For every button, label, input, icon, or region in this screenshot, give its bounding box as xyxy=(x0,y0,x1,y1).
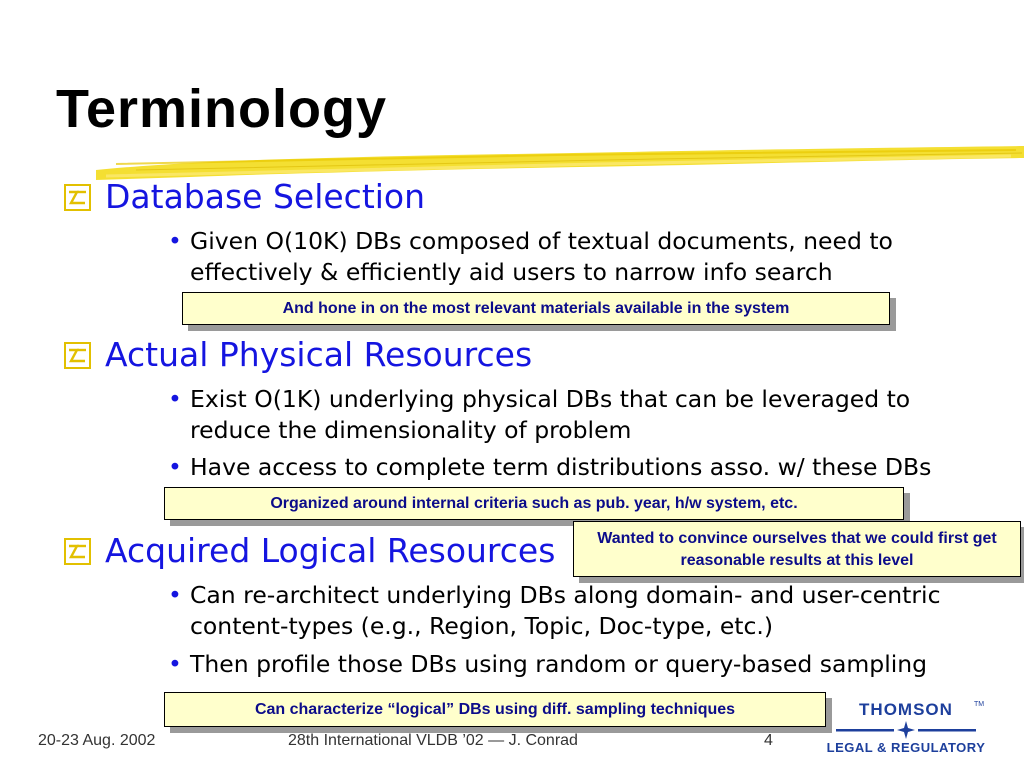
bullet-item xyxy=(168,580,988,642)
bullet-marker: • xyxy=(168,385,182,413)
bullet-text: Can re-architect underlying DBs along domain- and user-centric content-types (e.g., Region, Topic, Doc-type, etc.) xyxy=(190,581,941,640)
bullet-item xyxy=(168,649,988,680)
side-callout-box: Wanted to convince ourselves that we could first get reasonable results at this level xyxy=(573,521,1021,577)
bullet-text: Given O(10K) DBs composed of textual documents, need to effectively & efficiently aid users to narrow info search xyxy=(190,227,893,286)
bullet-item xyxy=(168,452,988,483)
callout-box: Organized around internal criteria such as pub. year, h/w system, etc. xyxy=(164,487,904,520)
bullet-item xyxy=(168,384,988,446)
footer-page-number: 4 xyxy=(764,732,773,749)
footer-conference: 28th International VLDB ’02 — J. Conrad xyxy=(288,732,578,749)
bullet-text: Then profile those DBs using random or query-based sampling xyxy=(190,650,928,678)
thomson-logo xyxy=(800,700,1005,758)
section-heading-acquired-logical-resources xyxy=(64,532,555,570)
logo-star-rule-icon xyxy=(836,720,976,740)
slide-title: Terminology xyxy=(56,79,388,139)
section-heading-actual-physical-resources xyxy=(64,336,532,374)
bullet-marker: • xyxy=(168,227,182,255)
section-heading-text: Acquired Logical Resources xyxy=(105,531,556,570)
logo-line-2: LEGAL & REGULATORY xyxy=(826,740,986,755)
bullet-text: Exist O(1K) underlying physical DBs that can be leveraged to reduce the dimensionality of problem xyxy=(190,385,911,444)
footer-date: 20-23 Aug. 2002 xyxy=(38,732,156,749)
section-heading-database-selection xyxy=(64,178,425,216)
logo-tm: TM xyxy=(974,701,985,708)
bullet-marker: • xyxy=(168,581,182,609)
bullet-marker: • xyxy=(168,453,182,481)
bullet-item xyxy=(168,226,988,288)
bullet-marker: • xyxy=(168,650,182,678)
bullet-text: Have access to complete term distributions asso. w/ these DBs xyxy=(190,453,932,481)
section-heading-text: Database Selection xyxy=(105,177,426,216)
checkbox-z-icon xyxy=(64,184,91,211)
callout-box: Can characterize “logical” DBs using diff. sampling techniques xyxy=(164,692,826,727)
section-heading-text: Actual Physical Resources xyxy=(105,335,533,374)
checkbox-z-icon xyxy=(64,538,91,565)
logo-line-1: THOMSON xyxy=(859,700,953,719)
callout-box: And hone in on the most relevant materials available in the system xyxy=(182,292,890,325)
checkbox-z-icon xyxy=(64,342,91,369)
